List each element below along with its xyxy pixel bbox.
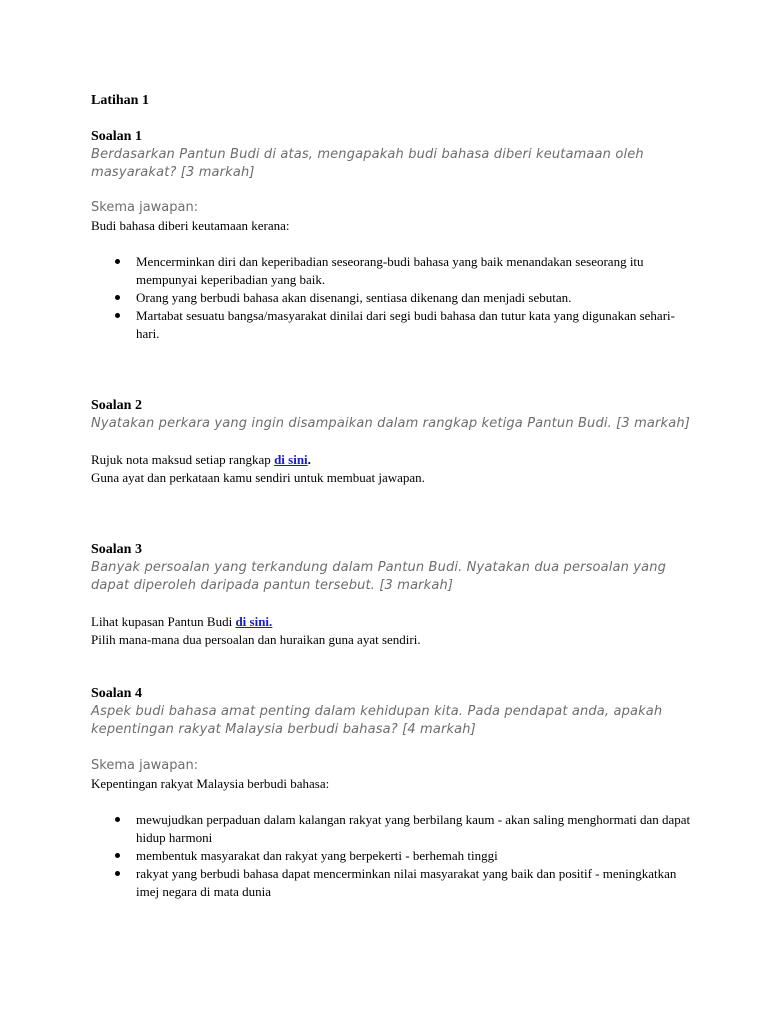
soalan-4-skema-label: Skema jawapan: [91,758,199,773]
list-item: membentuk masyarakat dan rakyat yang berpekerti - berhemah tinggi [91,847,691,865]
soalan-4-question: Aspek budi bahasa amat penting dalam kehidupan kita. Pada pendapat anda, apakah kepentingan rakyat Malaysia berbudi bahasa? [4 markah] [91,704,663,737]
soalan-4-section [91,685,691,901]
soalan-4-heading: Soalan 4 [91,686,142,701]
list-item: Martabat sesuatu bangsa/masyarakat dinilai dari segi budi bahasa dan tutur kata yang digunakan sehari-hari. [91,307,691,343]
soalan-2-line-1-period: . [307,452,311,467]
list-item: mewujudkan perpaduan dalam kalangan rakyat yang berbilang kaum - akan saling menghormati dan dapat hidup harmoni [91,811,691,847]
document-page [91,92,691,901]
list-item: Mencerminkan diri dan keperibadian seseorang-budi bahasa yang baik menandakan seseorang itu mempunyai keperibadian yang baik. [91,253,691,289]
soalan-4-points [91,811,691,901]
list-item: rakyat yang berbudi bahasa dapat mencerminkan nilai masyarakat yang baik dan positif - meningkatkan imej negara di mata dunia [91,865,691,901]
soalan-1-points [91,253,691,343]
soalan-3-section [91,541,691,649]
soalan-2-line-1-text: Rujuk nota maksud setiap rangkap [91,452,275,467]
soalan-2-di-sini-link[interactable]: di sini [274,452,308,467]
soalan-3-heading: Soalan 3 [91,542,142,557]
soalan-3-question: Banyak persoalan yang terkandung dalam Pantun Budi. Nyatakan dua persoalan yang dapat diperoleh daripada pantun tersebut. [3 markah] [91,560,667,593]
soalan-2-section [91,397,691,487]
soalan-2-heading: Soalan 2 [91,398,142,413]
soalan-3-line-1-text: Lihat kupasan Pantun Budi [91,614,236,629]
soalan-4-intro: Kepentingan rakyat Malaysia berbudi bahasa: [91,776,330,791]
list-item: Orang yang berbudi bahasa akan disenangi, sentiasa dikenang dan menjadi sebutan. [91,289,691,307]
page-title: Latihan 1 [91,93,149,108]
soalan-2-line-1 [91,451,691,469]
soalan-1-question: Berdasarkan Pantun Budi di atas, mengapakah budi bahasa diberi keutamaan oleh masyarakat? [3 markah] [91,147,644,180]
soalan-2-question: Nyatakan perkara yang ingin disampaikan dalam rangkap ketiga Pantun Budi. [3 markah] [91,416,690,431]
soalan-2-line-2: Guna ayat dan perkataan kamu sendiri untuk membuat jawapan. [91,470,425,485]
soalan-3-line-1 [91,613,691,631]
soalan-3-line-2: Pilih mana-mana dua persoalan dan huraikan guna ayat sendiri. [91,632,421,647]
soalan-1-heading: Soalan 1 [91,129,142,144]
soalan-3-di-sini-link[interactable]: di sini. [235,614,273,629]
soalan-1-section [91,128,691,343]
soalan-1-skema-label: Skema jawapan: [91,200,199,215]
soalan-1-intro: Budi bahasa diberi keutamaan kerana: [91,218,290,233]
